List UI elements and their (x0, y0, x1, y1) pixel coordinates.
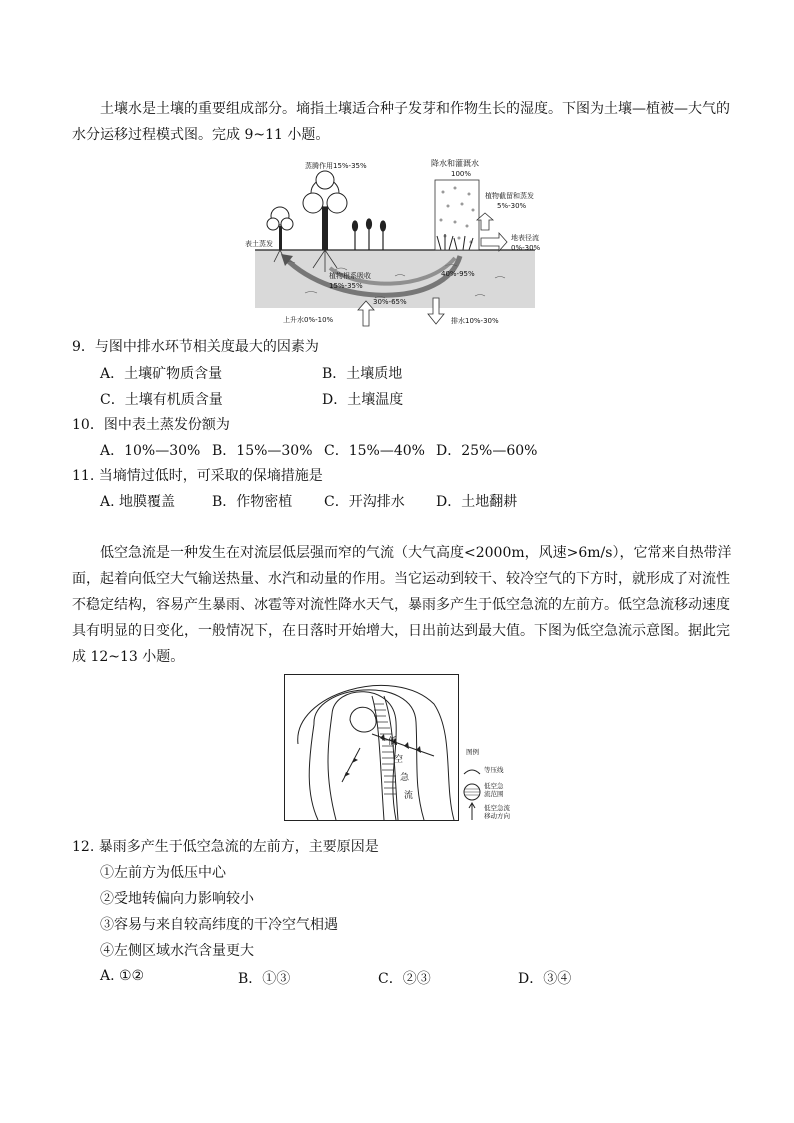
label-rise: 上升水0%-10% (283, 316, 334, 324)
q9-option-c: C．土壤有机质含量 (100, 392, 223, 408)
q10-option-d: D．25%—60% (436, 443, 538, 459)
q9-option-a: A．土壤矿物质含量 (100, 366, 223, 382)
legend-range: 低空急 (484, 782, 504, 790)
label-precip: 降水和灌溉水 (431, 159, 479, 168)
label-root-uptake: 植物根系吸收 (329, 272, 371, 280)
jet-char-1: 低 (388, 737, 398, 747)
label-root-pct: 15%-35% (329, 282, 363, 290)
figure-low-level-jet (284, 674, 520, 822)
passage-1: 土壤水是土壤的重要组成部分。墒指土壤适合种子发芽和作物生长的湿度。下图为土壤—植被—大气的水分运移过程模式图。完成 9~11 小题。 (72, 101, 730, 143)
figure-soil-water (245, 158, 545, 328)
label-runoff: 地表径流 (511, 234, 539, 242)
q11-option-c: C．开沟排水 (324, 494, 405, 510)
legend-title: 图例 (466, 748, 479, 756)
q10-stem: 10．图中表土蒸发份额为 (72, 417, 230, 433)
q9-option-d: D．土壤温度 (322, 392, 404, 408)
legend-move: 低空急流 (484, 804, 510, 812)
legend-isobar: 等压线 (484, 766, 504, 774)
jet-char-4: 流 (404, 791, 414, 801)
label-intercept-pct: 5%-30% (497, 202, 527, 210)
label-transpiration: 蒸腾作用15%-35% (305, 162, 367, 170)
legend-move-2: 移动方向 (484, 812, 510, 820)
q11-option-d: D．土地翻耕 (436, 494, 518, 510)
q12-statement-1: ①左前方为低压中心 (100, 865, 226, 881)
q12-option-b: B．①③ (238, 971, 291, 987)
q11-option-a: A. 地膜覆盖 (100, 494, 176, 510)
q10-option-c: C．15%—40% (324, 443, 425, 459)
label-infil-pct: 40%-95% (441, 270, 475, 278)
label-drain: 排水10%-30% (451, 317, 499, 325)
q12-stem: 12. 暴雨多产生于低空急流的左前方，主要原因是 (72, 839, 379, 855)
q12-statement-3: ③容易与来自较高纬度的干冷空气相遇 (100, 917, 338, 933)
passage-2: 低空急流是一种发生在对流层低层强而窄的气流（大气高度<2000m，风速>6m/s），它常来自热带洋面，起着向低空大气输送热量、水汽和动量的作用。当它运动到较干、较冷空气的下方时，就形成了对流性不稳定结构，容易产生暴雨、冰雹等对流性降水天气，暴雨多产生于低空急流的左前方。低空急流移动速度具有明显的日变化，一般情况下，在日落时开始增大，日出前达到最大值。下图为低空急流示意图。据此完成 12~13 小题。 (72, 545, 732, 665)
q12-option-a: A. ①② (100, 968, 145, 984)
q12-statement-4: ④左侧区域水汽含量更大 (100, 943, 254, 959)
label-surface-evap: 表土蒸发 (245, 240, 273, 248)
label-precip-pct: 100% (451, 170, 472, 178)
legend-move-arrow (469, 803, 475, 820)
q10-option-a: A．10%—30% (100, 443, 201, 459)
q10-option-b: B．15%—30% (212, 443, 313, 459)
label-intercept: 植物截留和蒸发 (485, 192, 534, 200)
q11-option-b: B．作物密植 (212, 494, 293, 510)
q12-option-d: D．③④ (518, 971, 572, 987)
label-runoff-pct: 0%-30% (511, 244, 541, 252)
label-mid-pct: 30%-65% (373, 298, 407, 306)
q9-option-b: B．土壤质地 (322, 366, 403, 382)
jet-char-2: 空 (394, 755, 404, 765)
q12-statement-2: ②受地转偏向力影响较小 (100, 891, 254, 907)
legend-range-2: 流范围 (484, 790, 504, 798)
jet-char-3: 急 (400, 773, 410, 783)
q11-stem: 11. 当墒情过低时，可采取的保墒措施是 (72, 468, 323, 484)
q9-stem: 9．与图中排水环节相关度最大的因素为 (72, 339, 319, 355)
legend-isobar-mark (464, 770, 480, 774)
q12-option-c: C．②③ (378, 971, 431, 987)
